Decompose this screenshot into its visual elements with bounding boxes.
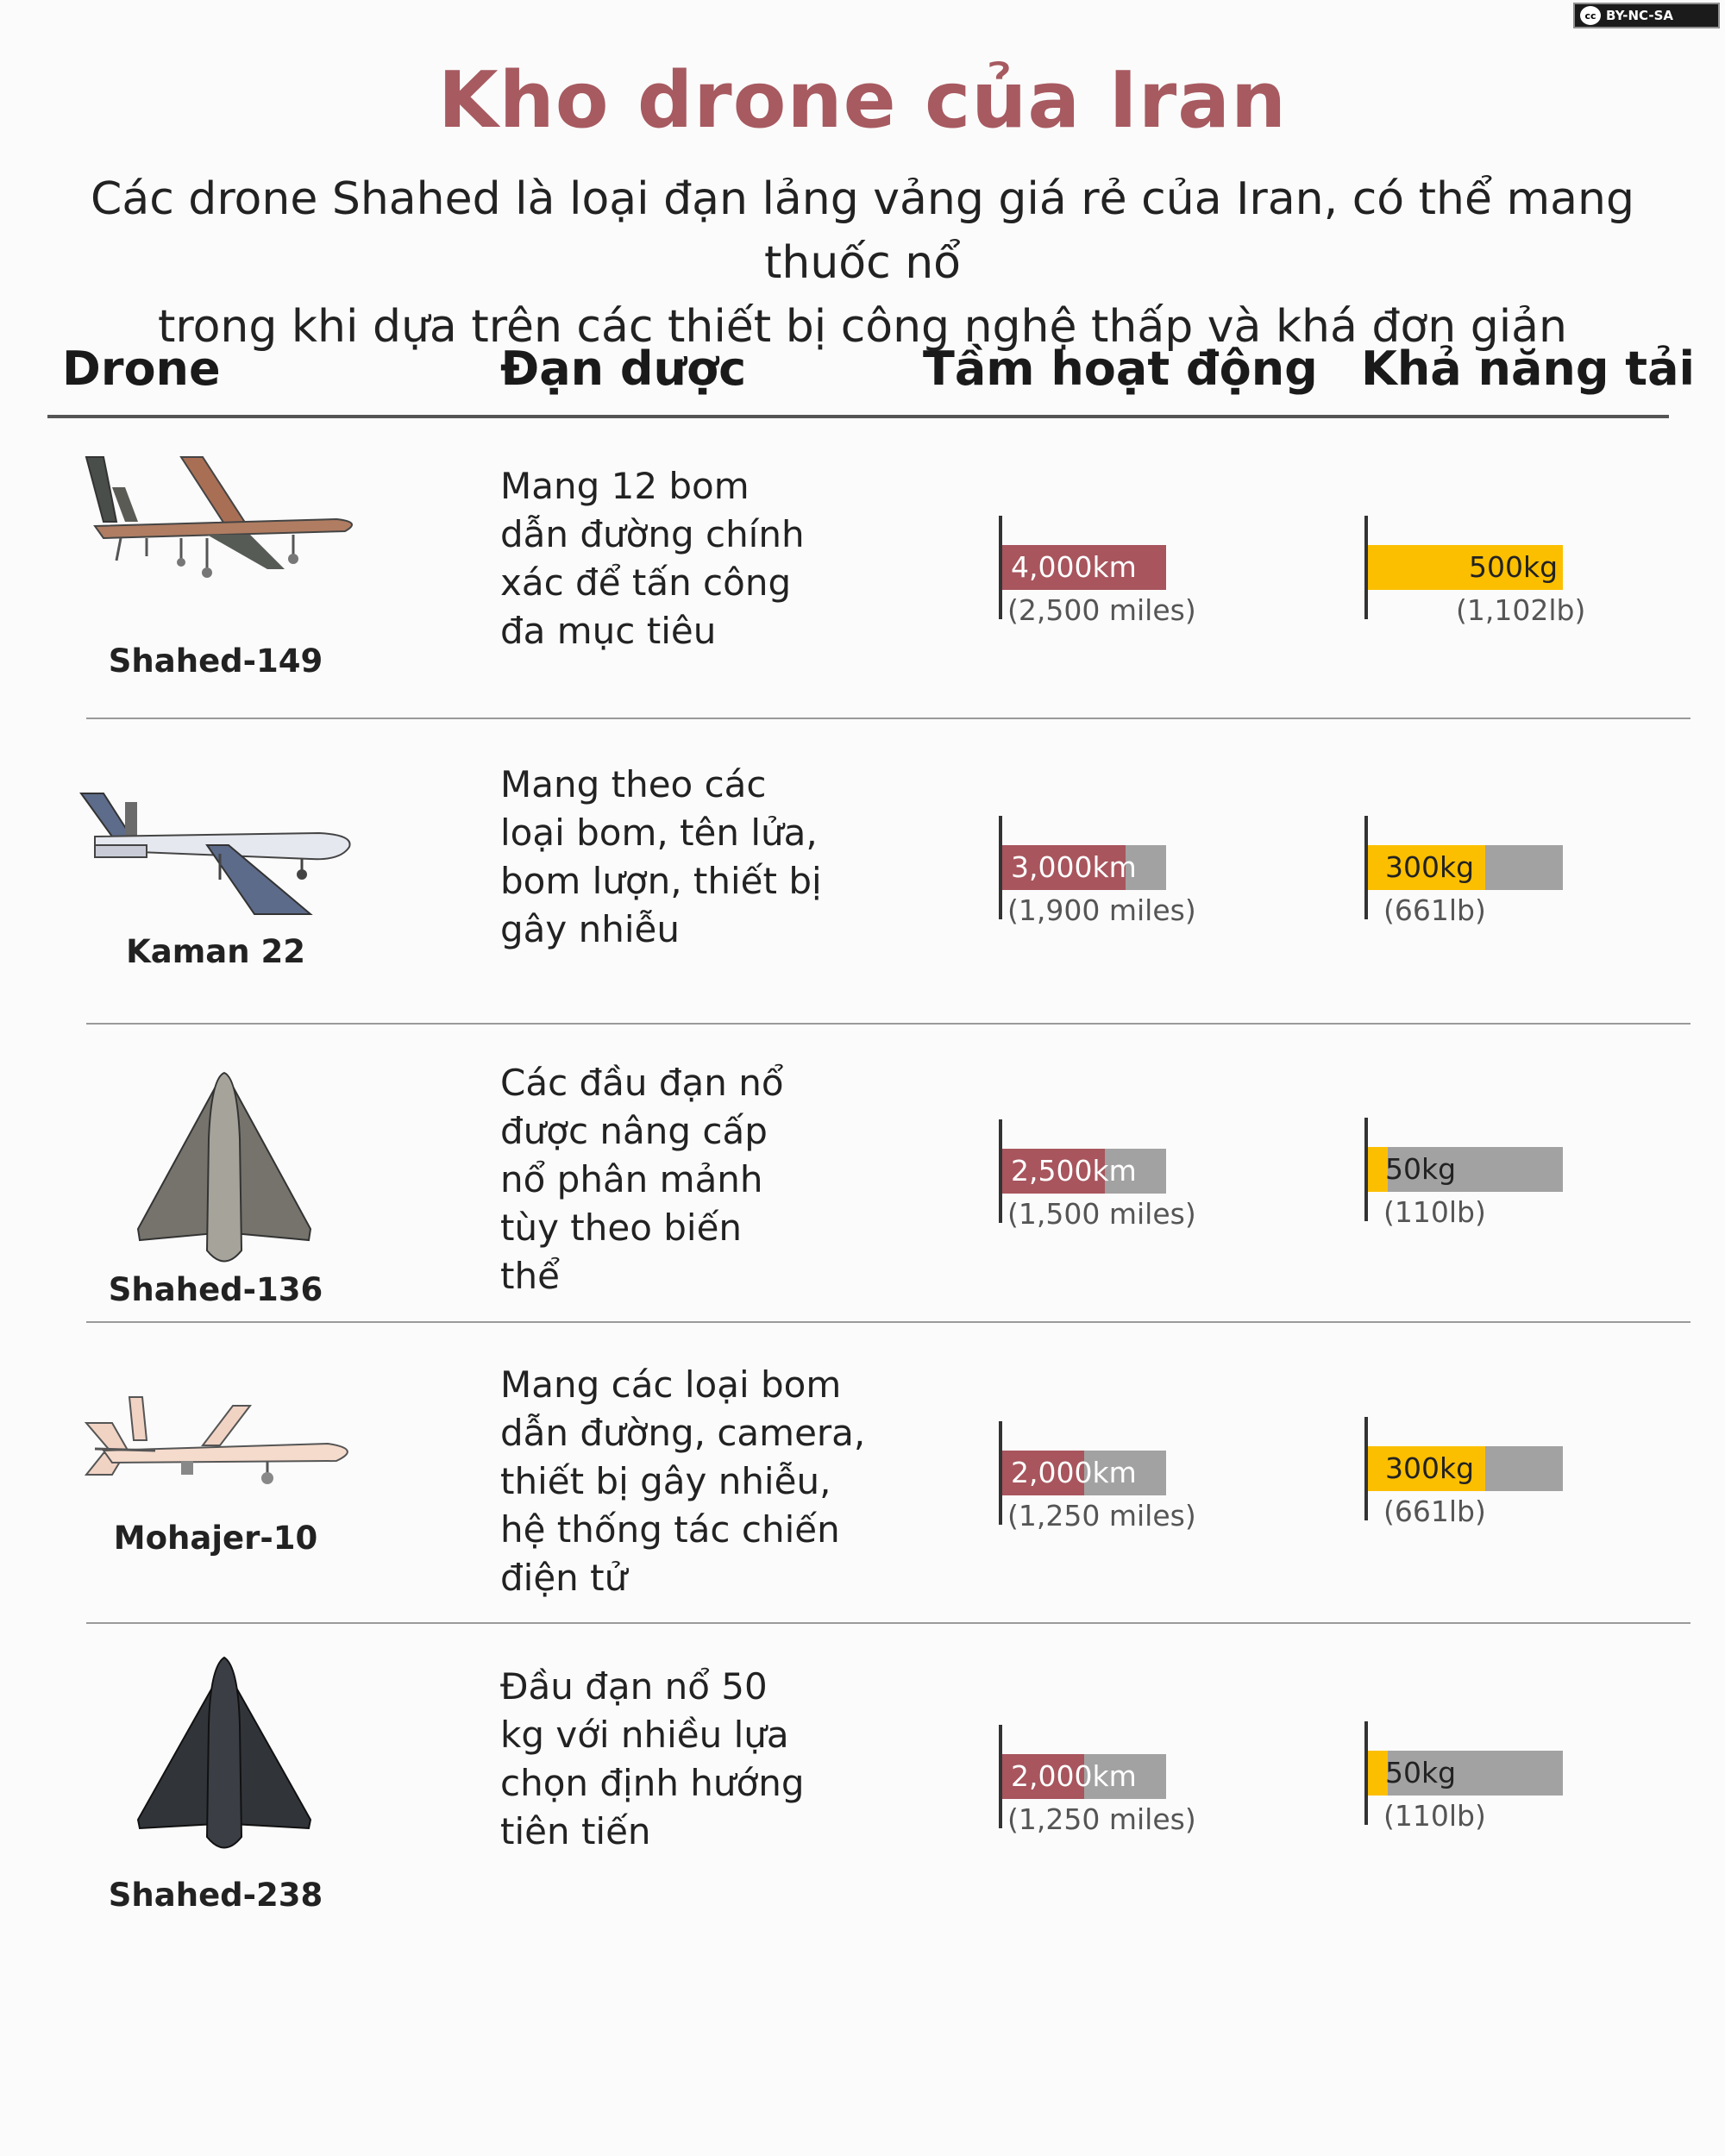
payload-lb-label: (1,102lb) (1456, 593, 1586, 627)
ammo-line: hệ thống tác chiến (500, 1508, 840, 1551)
payload-lb-label: (661lb) (1383, 1495, 1486, 1528)
row-divider (86, 1321, 1690, 1323)
range-value-label: 2,500km (1011, 1154, 1137, 1188)
payload-value-label: 300kg (1385, 1451, 1475, 1485)
drone-name: Kaman 22 (126, 933, 305, 970)
creative-commons-icon: cc (1580, 6, 1601, 25)
ammo-line: Mang theo các (500, 763, 767, 805)
mohajer-10-drone-icon (78, 1388, 362, 1505)
ammo-line: thể (500, 1255, 560, 1297)
ammo-line: thiết bị gây nhiễu, (500, 1460, 831, 1502)
ammo-line: xác để tấn công (500, 561, 792, 604)
ammo-line: bom lượn, thiết bị (500, 860, 822, 902)
payload-value-label: 500kg (1469, 550, 1559, 584)
drone-name: Mohajer-10 (113, 1520, 318, 1557)
row-divider (86, 1023, 1690, 1025)
payload-lb-label: (661lb) (1383, 893, 1486, 927)
ammo-line: được nâng cấp (500, 1110, 768, 1152)
ammo-line: tiên tiến (500, 1810, 651, 1852)
payload-value-label: 50kg (1385, 1152, 1457, 1186)
row-divider (86, 1622, 1690, 1624)
chart-title: Kho drone của Iran (437, 55, 1288, 146)
ammo-description (500, 761, 897, 954)
range-value-label: 3,000km (1011, 850, 1137, 884)
license-text: BY-NC-SA (1606, 8, 1674, 23)
drone-name: Shahed-238 (108, 1877, 323, 1914)
ammo-description (500, 1059, 897, 1300)
range-value-label: 4,000km (1011, 550, 1137, 584)
ammo-line: Các đầu đạn nổ (500, 1062, 784, 1104)
kaman-22-drone-icon (78, 785, 362, 927)
drone-name: Shahed-149 (108, 642, 323, 680)
subtitle-line-2: trong khi dựa trên các thiết bị công nghệ thấp và khá đơn giản (157, 301, 1567, 353)
range-miles-label: (1,900 miles) (1007, 893, 1196, 927)
ammo-description (500, 462, 897, 655)
subtitle-line-1: Các drone Shahed là loại đạn lảng vảng giá rẻ của Iran, có thể mang thuốc nổ (91, 173, 1634, 289)
shahed-136-drone-icon (129, 1069, 319, 1272)
ammo-line: dẫn đường chính (500, 513, 805, 555)
ammo-description (500, 1663, 897, 1856)
ammo-line: Mang các loại bom (500, 1363, 842, 1406)
chart-subtitle (26, 167, 1699, 359)
ammo-line: đa mục tiêu (500, 610, 717, 652)
ammo-line: nổ phân mảnh (500, 1158, 763, 1200)
range-miles-label: (2,500 miles) (1007, 593, 1196, 627)
range-miles-label: (1,250 miles) (1007, 1499, 1196, 1532)
payload-value-label: 300kg (1385, 850, 1475, 884)
header-drone: Drone (62, 342, 221, 396)
range-value-label: 2,000km (1011, 1759, 1137, 1793)
ammo-line: tùy theo biến (500, 1206, 743, 1249)
ammo-line: Đầu đạn nổ 50 (500, 1665, 768, 1708)
ammo-line: chọn định hướng (500, 1762, 805, 1804)
ammo-line: dẫn đường, camera, (500, 1412, 866, 1454)
range-miles-label: (1,250 miles) (1007, 1802, 1196, 1836)
ammo-line: kg với nhiều lựa (500, 1714, 789, 1756)
ammo-line: điện tử (500, 1557, 628, 1599)
row-divider (86, 718, 1690, 719)
range-value-label: 2,000km (1011, 1456, 1137, 1489)
ammo-line: Mang 12 bom (500, 465, 750, 507)
header-payload: Khả năng tải (1361, 342, 1696, 396)
payload-lb-label: (110lb) (1383, 1195, 1486, 1229)
payload-value-label: 50kg (1385, 1756, 1457, 1789)
shahed-238-drone-icon (129, 1656, 319, 1858)
drone-name: Shahed-136 (108, 1271, 323, 1308)
header-range: Tầm hoạt động (923, 342, 1318, 396)
license-badge (1573, 3, 1720, 28)
range-miles-label: (1,500 miles) (1007, 1197, 1196, 1231)
shahed-149-drone-icon (78, 448, 362, 582)
header-divider (47, 415, 1669, 418)
header-ammo: Đạn dược (500, 342, 747, 396)
ammo-description (500, 1361, 897, 1602)
ammo-line: gây nhiễu (500, 908, 680, 950)
ammo-line: loại bom, tên lửa, (500, 812, 818, 854)
payload-lb-label: (110lb) (1383, 1799, 1486, 1833)
